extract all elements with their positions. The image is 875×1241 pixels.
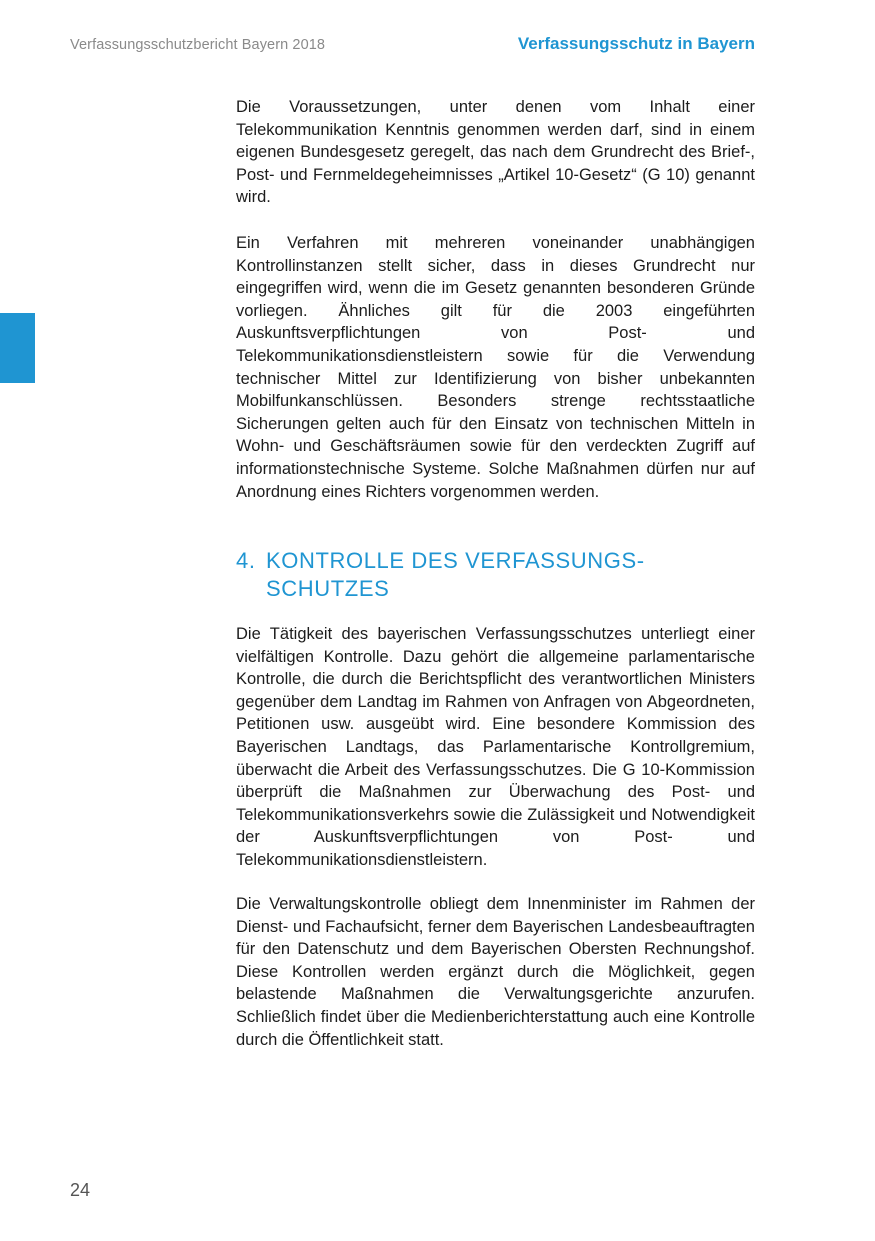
body-paragraph: [236, 623, 755, 872]
chapter-marker-tab: [0, 313, 35, 383]
running-header-report-title: Verfassungsschutzbericht Bayern 2018: [70, 37, 326, 53]
section-heading: [236, 547, 755, 603]
paragraph-text: Die Verwaltungskontrolle obliegt dem Innenminister im Rahmen der Dienst- und Fachaufsicht, ferner dem Bayerischen Landesbeauftragten für den Datenschutz und dem Bayerischen Obersten Rechnungshof. Diese Kontrollen werden ergänzt durch die Möglichkeit, gegen belastende Maßnahmen die Verwaltungsgerichte anzurufen. Schließlich findet über die Medienberichterstattung auch eine Kontrolle durch die Öffentlichkeit statt.: [236, 895, 755, 1049]
body-paragraph: [236, 232, 755, 503]
running-header-chapter-title: Verfassungsschutz in Bayern: [517, 34, 755, 53]
paragraph-text: Die Voraussetzungen, unter denen vom Inhalt einer Telekommunikation Kenntnis genommen werden darf, sind in einem eigenen Bundesgesetz geregelt, das nach dem Grundrecht des Brief-, Post- und Fernmeldegeheimnisses „Artikel 10-Gesetz“ (G 10) genannt wird.: [236, 98, 755, 207]
body-paragraph: [236, 96, 755, 209]
section-title: KONTROLLE DES VERFASSUNGS-SCHUTZES: [266, 548, 645, 601]
page-number: 24: [70, 1180, 91, 1200]
paragraph-text: Ein Verfahren mit mehreren voneinander unabhängigen Kontrollinstanzen stellt sicher, dass in dieses Grundrecht nur eingegriffen wird, wenn die im Gesetz genannten besonderen Gründe vorliegen. Ähnliches gilt für die 2003 eingeführten Auskunftsverpflichtungen von Post- und Telekommunikationsdienstleistern sowie für die Verwendung technischer Mittel zur Identifizierung von bisher unbekannten Mobilfunkanschlüssen. Besonders strenge rechtsstaatliche Sicherungen gelten auch für den Einsatz von technischen Mitteln in Wohn- und Geschäftsräumen sowie für den verdeckten Zugriff auf informationstechnische Systeme. Solche Maßnahmen dürfen nur auf Anordnung eines Richters vorgenommen werden.: [236, 234, 755, 501]
section-number: 4.: [236, 548, 256, 573]
paragraph-text: Die Tätigkeit des bayerischen Verfassungsschutzes unterliegt einer vielfältigen Kontrolle. Dazu gehört die allgemeine parlamentarische Kontrolle, die durch die Berichtspflicht des verantwortlichen Ministers gegenüber dem Landtag im Rahmen von Anfragen von Abgeordneten, Petitionen usw. ausgeübt wird. Eine besondere Kommission des Bayerischen Landtags, das Parlamentarische Kontrollgremium, überwacht die Arbeit des Verfassungsschutzes. Die G 10-Kommission überprüft die Maßnahmen zur Überwachung des Post- und Telekommunikationsverkehrs sowie die Zulässigkeit und Notwendigkeit der Auskunftsverpflichtungen von Post- und Telekommunikationsdienstleistern.: [236, 625, 755, 869]
body-paragraph: [236, 893, 755, 1051]
